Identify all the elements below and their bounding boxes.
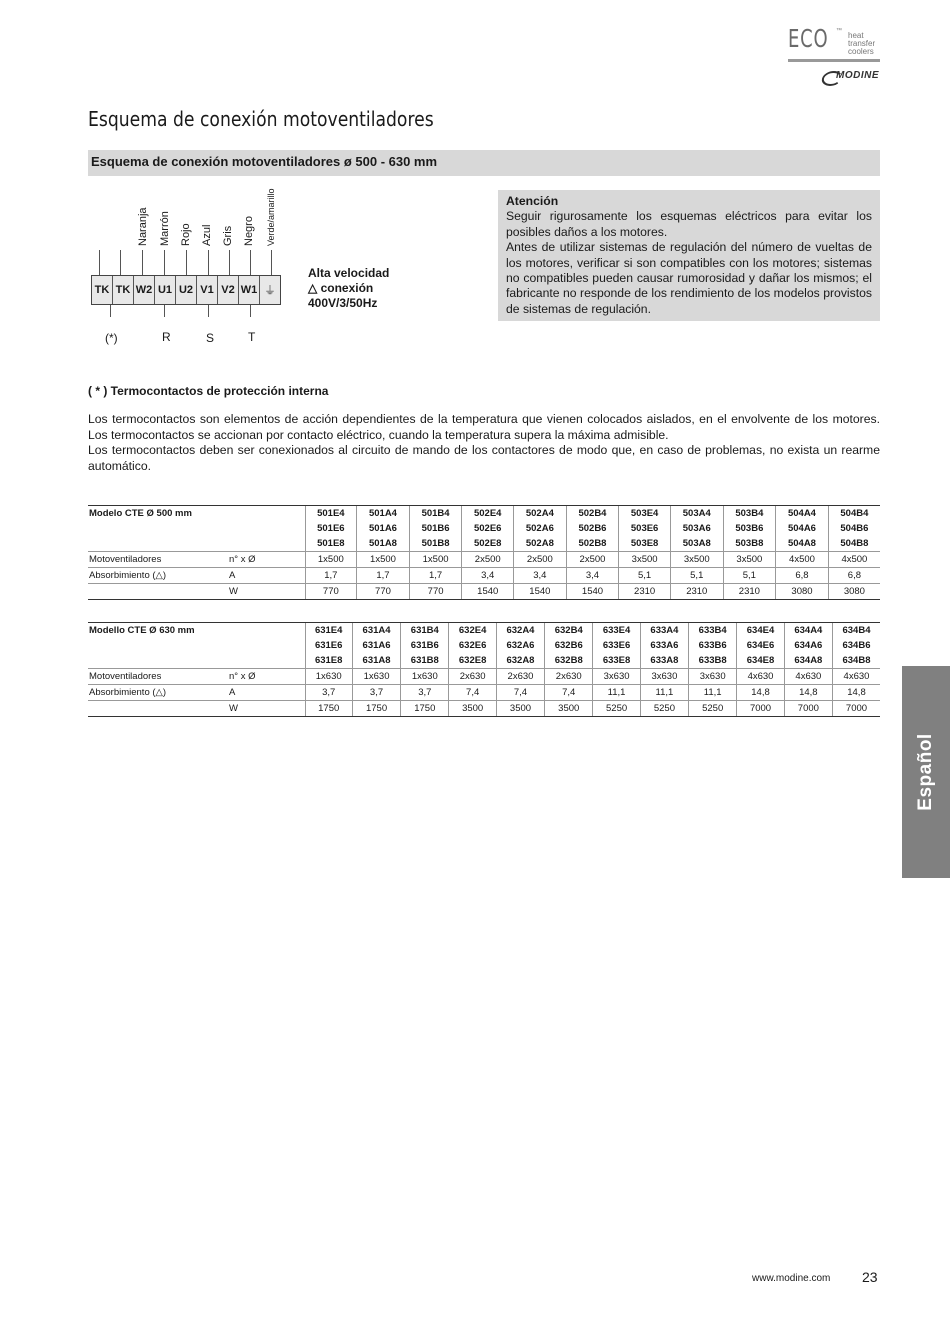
value-cell: 7,4 <box>496 685 544 701</box>
model-cell: 631A8 <box>352 653 400 669</box>
model-cell: 634E8 <box>737 653 784 669</box>
table-row <box>88 653 880 669</box>
row-label <box>88 584 228 600</box>
value-cell: 4x630 <box>784 669 832 685</box>
value-cell: 1x630 <box>401 669 449 685</box>
modine-swoosh-icon <box>820 71 844 86</box>
value-cell: 1750 <box>401 701 449 717</box>
value-cell: 11,1 <box>689 685 737 701</box>
model-cell: 633B6 <box>689 638 737 653</box>
model-cell: 631B4 <box>401 623 449 639</box>
row-label: Motoventiladores <box>88 552 228 568</box>
model-cell: 504B4 <box>828 506 880 522</box>
model-cell: 504A4 <box>776 506 829 522</box>
value-cell: 11,1 <box>640 685 688 701</box>
table-row <box>88 701 880 717</box>
value-cell: 2310 <box>619 584 671 600</box>
model-cell: 504A6 <box>776 521 829 536</box>
model-cell: 633A6 <box>640 638 688 653</box>
wire-line <box>186 250 187 275</box>
value-cell: 2x500 <box>514 552 567 568</box>
model-cell: 631A4 <box>352 623 400 639</box>
model-cell: 631E4 <box>305 623 352 639</box>
row-label: Absorbimiento (△) <box>88 568 228 584</box>
table-row <box>88 584 880 600</box>
table-row <box>88 506 880 522</box>
wire-line <box>250 305 251 317</box>
value-cell: 5250 <box>640 701 688 717</box>
row-unit <box>228 521 305 536</box>
model-cell: 632B4 <box>545 623 593 639</box>
value-cell: 1x500 <box>305 552 357 568</box>
ground-icon: ⏚ <box>264 285 276 297</box>
value-cell: 14,8 <box>737 685 784 701</box>
value-cell: 6,8 <box>776 568 829 584</box>
value-cell: 3x630 <box>640 669 688 685</box>
value-cell: 4x500 <box>776 552 829 568</box>
row-unit <box>228 623 305 639</box>
row-unit <box>228 536 305 552</box>
model-cell: 632E4 <box>449 623 496 639</box>
terminal-v1: V1 <box>197 276 218 304</box>
model-cell: 503E8 <box>619 536 671 552</box>
row-label <box>88 701 228 717</box>
wire-line <box>99 250 100 275</box>
value-cell: 14,8 <box>784 685 832 701</box>
wire-label-naranja: Naranja <box>137 207 149 246</box>
value-cell: 5,1 <box>670 568 723 584</box>
attention-title: Atención <box>506 194 559 208</box>
value-cell: 1x630 <box>352 669 400 685</box>
model-cell: 634A4 <box>784 623 832 639</box>
page-number: 23 <box>862 1269 878 1285</box>
value-cell: 1x630 <box>305 669 352 685</box>
wire-line <box>142 250 143 275</box>
model-cell: 502B6 <box>566 521 619 536</box>
row-label <box>88 653 228 669</box>
table-row <box>88 568 880 584</box>
model-cell: 633E6 <box>593 638 640 653</box>
model-cell: 503B4 <box>723 506 776 522</box>
footer-url[interactable]: www.modine.com <box>752 1273 831 1284</box>
row-unit: n° x Ø <box>228 552 305 568</box>
row-unit: A <box>228 685 305 701</box>
table-row <box>88 685 880 701</box>
model-cell: 634B6 <box>832 638 880 653</box>
model-cell: 634B8 <box>832 653 880 669</box>
model-cell: 502E6 <box>462 521 514 536</box>
value-cell: 3080 <box>828 584 880 600</box>
model-cell: 502E4 <box>462 506 514 522</box>
value-cell: 770 <box>305 584 357 600</box>
table-row <box>88 638 880 653</box>
thermo-paragraph: Los termocontactos son elementos de acción dependientes de la temperatura que vienen colocados aislados, en el envolvente de los motores. Los termocontactos se accionan por contacto eléctrico, cuando la temperatura supera la máxima admisible. Los termocontactos deben ser conexionados al circuito de mando de los contactores de modo que, en caso de problemas, no exista un rearme automático. <box>88 412 880 473</box>
value-cell: 2310 <box>723 584 776 600</box>
value-cell: 7000 <box>784 701 832 717</box>
table-row <box>88 669 880 685</box>
value-cell: 7,4 <box>449 685 496 701</box>
model-cell: 503A8 <box>670 536 723 552</box>
value-cell: 3x500 <box>619 552 671 568</box>
model-cell: 631B8 <box>401 653 449 669</box>
wire-line <box>208 250 209 275</box>
model-cell: 632A6 <box>496 638 544 653</box>
attention-text: Seguir rigurosamente los esquemas eléctricos para evitar los posibles daños a los motores. <box>506 209 872 239</box>
value-cell: 770 <box>409 584 462 600</box>
phase-thermo: (*) <box>105 331 118 345</box>
value-cell: 7000 <box>737 701 784 717</box>
value-cell: 1750 <box>305 701 352 717</box>
row-unit: W <box>228 584 305 600</box>
row-label <box>88 638 228 653</box>
model-cell: 631B6 <box>401 638 449 653</box>
wire-line <box>250 250 251 275</box>
thermo-heading: ( * ) Termocontactos de protección interna <box>88 384 329 398</box>
model-cell: 631A6 <box>352 638 400 653</box>
value-cell: 3080 <box>776 584 829 600</box>
attention-text: Antes de utilizar sistemas de regulación del número de vueltas de los motores, verificar si son compatibles con los motores; sistemas no compatibles pueden causar rumorosidad y dañar los mismos; el fabricante no responde de los rendimiento de los modelos provistos de sistemas de regulación. <box>506 240 872 316</box>
model-cell: 502A6 <box>514 521 567 536</box>
value-cell: 5,1 <box>619 568 671 584</box>
model-cell: 634A8 <box>784 653 832 669</box>
value-cell: 2310 <box>670 584 723 600</box>
model-cell: 502B8 <box>566 536 619 552</box>
language-tab[interactable]: Español <box>902 666 950 878</box>
value-cell: 3x500 <box>670 552 723 568</box>
model-cell: 503A6 <box>670 521 723 536</box>
value-cell: 3500 <box>496 701 544 717</box>
value-cell: 7000 <box>832 701 880 717</box>
row-unit <box>228 653 305 669</box>
model-cell: 501B8 <box>409 536 462 552</box>
row-unit <box>228 506 305 522</box>
row-unit <box>228 638 305 653</box>
row-label: Absorbimiento (△) <box>88 685 228 701</box>
value-cell: 3,7 <box>352 685 400 701</box>
model-cell: 504B6 <box>828 521 880 536</box>
row-label <box>88 536 228 552</box>
model-cell: 503E6 <box>619 521 671 536</box>
brand-tagline: heat transfer coolers <box>848 31 876 56</box>
model-cell: 633E8 <box>593 653 640 669</box>
row-label: Modelo CTE Ø 500 mm <box>88 506 228 522</box>
value-cell: 2x630 <box>545 669 593 685</box>
value-cell: 5250 <box>593 701 640 717</box>
terminal-w1: W1 <box>239 276 260 304</box>
value-cell: 1,7 <box>305 568 357 584</box>
model-cell: 502A8 <box>514 536 567 552</box>
value-cell: 4x630 <box>737 669 784 685</box>
model-cell: 634A6 <box>784 638 832 653</box>
value-cell: 7,4 <box>545 685 593 701</box>
wire-line <box>120 250 121 275</box>
model-cell: 501E4 <box>305 506 357 522</box>
model-cell: 632E6 <box>449 638 496 653</box>
model-cell: 501B4 <box>409 506 462 522</box>
value-cell: 2x630 <box>449 669 496 685</box>
model-cell: 631E8 <box>305 653 352 669</box>
model-cell: 634B4 <box>832 623 880 639</box>
model-cell: 632A8 <box>496 653 544 669</box>
value-cell: 3500 <box>449 701 496 717</box>
model-cell: 504A8 <box>776 536 829 552</box>
modine-logo: MODINE <box>788 70 880 81</box>
value-cell: 2x500 <box>462 552 514 568</box>
value-cell: 4x500 <box>828 552 880 568</box>
row-label <box>88 521 228 536</box>
wire-line <box>164 250 165 275</box>
model-cell: 632B6 <box>545 638 593 653</box>
terminal-tk: TK <box>92 276 113 304</box>
page-title: Esquema de conexión motoventiladores <box>88 107 434 131</box>
model-cell: 501A6 <box>357 521 410 536</box>
logo-divider <box>788 59 880 62</box>
terminal-u2: U2 <box>176 276 197 304</box>
table-row <box>88 521 880 536</box>
value-cell: 3,4 <box>566 568 619 584</box>
model-cell: 633A8 <box>640 653 688 669</box>
connection-info: Alta velocidad △ conexión 400V/3/50Hz <box>308 266 390 310</box>
value-cell: 1540 <box>462 584 514 600</box>
wire-label-negro: Negro <box>243 216 255 246</box>
model-cell: 502A4 <box>514 506 567 522</box>
spec-table-630 <box>88 622 880 717</box>
model-cell: 633B8 <box>689 653 737 669</box>
row-label: Motoventiladores <box>88 669 228 685</box>
wire-line <box>110 305 111 317</box>
trademark: ™ <box>836 28 842 34</box>
value-cell: 1750 <box>352 701 400 717</box>
terminal-tk: TK <box>113 276 134 304</box>
value-cell: 1540 <box>566 584 619 600</box>
phase-t: T <box>248 330 256 344</box>
value-cell: 2x630 <box>496 669 544 685</box>
model-cell: 504B8 <box>828 536 880 552</box>
value-cell: 3,7 <box>305 685 352 701</box>
value-cell: 14,8 <box>832 685 880 701</box>
terminal-u1: U1 <box>155 276 176 304</box>
model-cell: 501A4 <box>357 506 410 522</box>
value-cell: 1540 <box>514 584 567 600</box>
value-cell: 3,7 <box>401 685 449 701</box>
value-cell: 3,4 <box>462 568 514 584</box>
value-cell: 3x500 <box>723 552 776 568</box>
value-cell: 3x630 <box>593 669 640 685</box>
value-cell: 3x630 <box>689 669 737 685</box>
wire-label-verde-amarillo: Verde/amarillo <box>266 188 276 246</box>
table-row <box>88 623 880 639</box>
value-cell: 3500 <box>545 701 593 717</box>
model-cell: 503E4 <box>619 506 671 522</box>
row-unit: n° x Ø <box>228 669 305 685</box>
value-cell: 3,4 <box>514 568 567 584</box>
wire-label-marron: Marrón <box>159 211 171 246</box>
wire-line <box>164 305 165 317</box>
model-cell: 501B6 <box>409 521 462 536</box>
model-cell: 632B8 <box>545 653 593 669</box>
phase-s: S <box>206 331 215 345</box>
wire-label-rojo: Rojo <box>180 223 192 246</box>
row-unit: A <box>228 568 305 584</box>
terminal-w2: W2 <box>134 276 155 304</box>
table-row <box>88 552 880 568</box>
model-cell: 634E4 <box>737 623 784 639</box>
attention-box <box>498 190 880 321</box>
model-cell: 633A4 <box>640 623 688 639</box>
wire-line <box>271 250 272 275</box>
wire-label-gris: Gris <box>222 225 234 246</box>
model-cell: 632E8 <box>449 653 496 669</box>
wire-label-azul: Azul <box>201 224 213 246</box>
model-cell: 501E6 <box>305 521 357 536</box>
model-cell: 502B4 <box>566 506 619 522</box>
model-cell: 502E8 <box>462 536 514 552</box>
value-cell: 6,8 <box>828 568 880 584</box>
model-cell: 632A4 <box>496 623 544 639</box>
model-cell: 634E6 <box>737 638 784 653</box>
wire-line <box>208 305 209 317</box>
model-cell: 633B4 <box>689 623 737 639</box>
model-cell: 501E8 <box>305 536 357 552</box>
value-cell: 4x630 <box>832 669 880 685</box>
spec-table-500 <box>88 505 880 600</box>
value-cell: 1,7 <box>357 568 410 584</box>
value-cell: 1,7 <box>409 568 462 584</box>
brand-name: ECO <box>788 24 829 53</box>
terminal-block <box>91 275 281 305</box>
model-cell: 503B8 <box>723 536 776 552</box>
model-cell: 503B6 <box>723 521 776 536</box>
value-cell: 1x500 <box>357 552 410 568</box>
value-cell: 5,1 <box>723 568 776 584</box>
row-unit: W <box>228 701 305 717</box>
value-cell: 5250 <box>689 701 737 717</box>
model-cell: 501A8 <box>357 536 410 552</box>
section-header: Esquema de conexión motoventiladores ø 500 - 630 mm <box>88 150 880 176</box>
wire-line <box>229 250 230 275</box>
model-cell: 633E4 <box>593 623 640 639</box>
value-cell: 1x500 <box>409 552 462 568</box>
row-label: Modello CTE Ø 630 mm <box>88 623 228 639</box>
value-cell: 11,1 <box>593 685 640 701</box>
model-cell: 631E6 <box>305 638 352 653</box>
eco-logo <box>788 26 880 81</box>
value-cell: 2x500 <box>566 552 619 568</box>
terminal-v2: V2 <box>218 276 239 304</box>
model-cell: 503A4 <box>670 506 723 522</box>
table-row <box>88 536 880 552</box>
value-cell: 770 <box>357 584 410 600</box>
phase-r: R <box>162 330 171 344</box>
